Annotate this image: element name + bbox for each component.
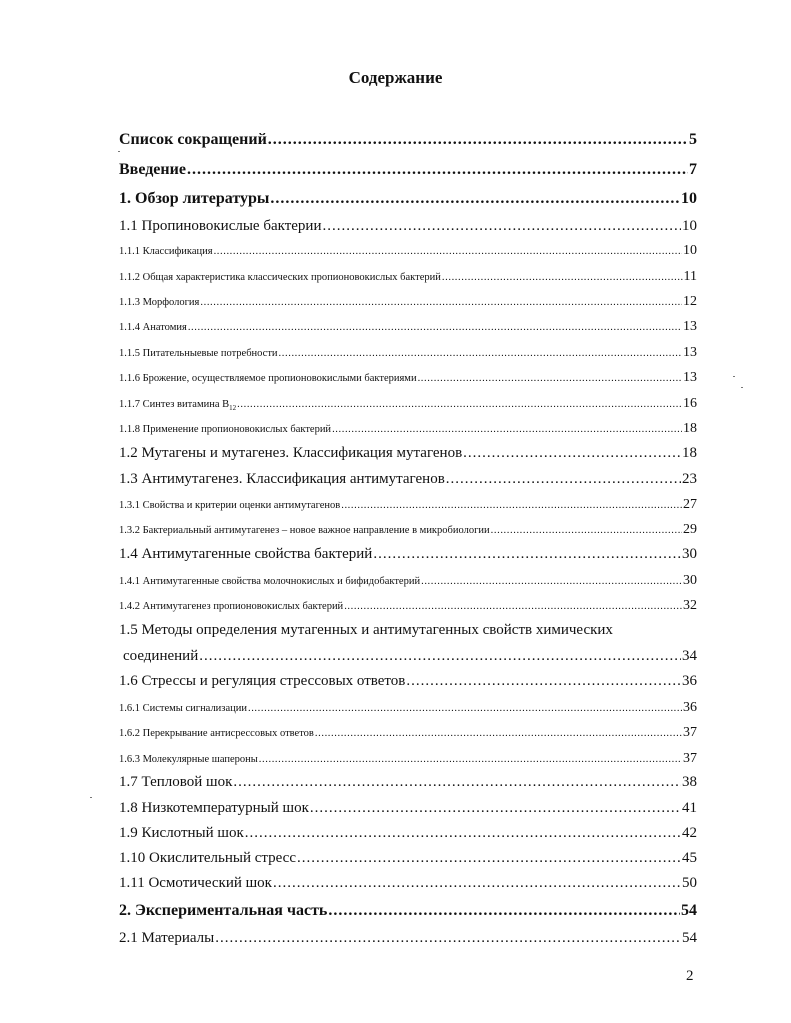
- toc-entry-page: 42: [682, 825, 697, 841]
- toc-entry-page: 50: [682, 875, 697, 891]
- dot-leader: [421, 576, 682, 587]
- scan-speck: [90, 797, 92, 798]
- toc-entry-experimental-part[interactable]: [119, 902, 697, 920]
- toc-entry-label: соединений: [123, 648, 199, 664]
- toc-entry-page: 11: [683, 269, 697, 284]
- dot-leader: [200, 297, 682, 308]
- toc-entry-label: 1.8 Низкотемпературный шок: [119, 800, 309, 816]
- toc-entry-label: 1.1.2 Общая характеристика классических пропионовокислых бактерий: [119, 272, 441, 283]
- toc-entry-label: 1.3.1 Свойства и критерии оценки антимутагенов: [119, 500, 341, 511]
- toc-entry-label: 1.6.1 Системы сигнализации: [119, 703, 247, 714]
- toc-entry-label: 1.1.1 Классификация: [119, 246, 213, 257]
- toc-entry-1-3-1[interactable]: [119, 497, 697, 513]
- dot-leader: [332, 424, 682, 435]
- toc-entry-1-1-4[interactable]: [119, 319, 697, 335]
- toc-entry-label: 1.1.3 Морфология: [119, 297, 200, 308]
- toc-entry-label: Список сокращений: [119, 131, 267, 148]
- toc-entry-label: 1. Обзор литературы: [119, 190, 270, 207]
- toc-entry-label: 1.1.4 Анатомия: [119, 322, 187, 333]
- toc-entry-page: 5: [689, 131, 697, 148]
- toc-entry-label: 1.5 Методы определения мутагенных и антимутагенных свойств химических: [119, 622, 613, 638]
- toc-entry-1-1-5[interactable]: [119, 345, 697, 361]
- toc-entry-label: 1.2 Мутагены и мутагенез. Классификация мутагенов: [119, 445, 463, 461]
- toc-entry-1-9[interactable]: [119, 825, 697, 842]
- toc-entry-1-1-7[interactable]: [119, 396, 697, 412]
- toc-entry-label: 1.3.2 Бактериальный антимутагенез – новое важное направление в микробиологии: [119, 525, 490, 536]
- toc-entry-page: 12: [683, 294, 697, 309]
- toc-entry-page: 54: [682, 930, 697, 946]
- toc-entry-1-1-8[interactable]: [119, 421, 697, 437]
- toc-entry-label: 1.1.8 Применение пропионовокислых бактерий: [119, 424, 332, 435]
- dot-leader: [341, 500, 682, 511]
- toc-entry-label: 2.1 Материалы: [119, 930, 215, 946]
- toc-entry-1-4-1[interactable]: [119, 573, 697, 589]
- dot-leader: [463, 445, 681, 462]
- dot-leader: [248, 703, 682, 714]
- toc-entry-page: 27: [683, 497, 697, 512]
- dot-leader: [215, 930, 681, 947]
- toc-entry-page: 10: [683, 243, 697, 258]
- dot-leader: [491, 525, 682, 536]
- toc-entry-page: 38: [682, 774, 697, 790]
- toc-entry-page: 13: [683, 319, 697, 334]
- dot-leader: [268, 131, 688, 149]
- toc-entry-label: 1.3 Антимутагенез. Классификация антимутагенов: [119, 471, 445, 487]
- toc-entry-page: 45: [682, 850, 697, 866]
- toc-entry-page: 16: [683, 396, 697, 411]
- dot-leader: [279, 348, 682, 359]
- toc-entry-page: 41: [682, 800, 697, 816]
- toc-entry-page: 18: [683, 421, 697, 436]
- toc-entry-label: 1.4 Антимутагенные свойства бактерий: [119, 546, 373, 562]
- dot-leader: [233, 774, 681, 791]
- toc-entry-1-3-2[interactable]: [119, 522, 697, 538]
- dot-leader: [315, 728, 682, 739]
- dot-leader: [214, 246, 682, 257]
- toc-entry-1-11[interactable]: [119, 875, 697, 892]
- toc-entry-page: 54: [681, 902, 697, 919]
- toc-entry-page: 10: [682, 218, 697, 234]
- toc-entry-page: 30: [682, 546, 697, 562]
- toc-entry-page: 13: [683, 345, 697, 360]
- toc-entry-1-5-line-1[interactable]: [119, 622, 697, 639]
- toc-entry-page: 32: [683, 598, 697, 613]
- dot-leader: [373, 546, 681, 563]
- toc-entry-1-1[interactable]: [119, 218, 697, 235]
- toc-entry-page: 29: [683, 522, 697, 537]
- dot-leader: [297, 850, 681, 867]
- dot-leader: [245, 825, 681, 842]
- toc-entry-label: 1.4.1 Антимутагенные свойства молочнокислых и бифидобактерий: [119, 576, 421, 587]
- toc-entry-1-10[interactable]: [119, 850, 697, 867]
- toc-entry-introduction[interactable]: [119, 161, 697, 179]
- dot-leader: [442, 272, 683, 283]
- toc-entry-page: 23: [682, 471, 697, 487]
- scan-speck: [741, 387, 743, 388]
- dot-leader: [199, 648, 681, 665]
- dot-leader: [344, 601, 682, 612]
- dot-leader: [446, 471, 681, 488]
- toc-entry-page: 13: [683, 370, 697, 385]
- toc-entry-1-6-3[interactable]: [119, 751, 697, 767]
- toc-entry-label: 1.6.2 Перекрывание антисрессовых ответов: [119, 728, 314, 739]
- dot-leader: [270, 190, 680, 208]
- toc-entry-1-4[interactable]: [119, 546, 697, 563]
- toc-entry-1-5-line-2[interactable]: [119, 648, 697, 665]
- dot-leader: [328, 902, 680, 920]
- toc-entry-label-text: 1.1.7 Синтез витамина В: [119, 399, 230, 410]
- dot-leader: [187, 161, 688, 179]
- toc-entry-label: 1.1 Пропиновокислые бактерии: [119, 218, 322, 234]
- vitamin-subscript: 12: [229, 404, 237, 413]
- toc-entry-page: 10: [681, 190, 697, 207]
- toc-entry-page: 34: [682, 648, 697, 664]
- toc-entry-label: 1.1.6 Брожение, осуществляемое пропионовокислыми бактериями: [119, 373, 417, 384]
- toc-entry-2-1[interactable]: [119, 930, 697, 947]
- toc-entry-page: 18: [682, 445, 697, 461]
- dot-leader: [237, 399, 682, 410]
- toc-entry-1-4-2[interactable]: [119, 598, 697, 614]
- toc-entry-1-1-3[interactable]: [119, 294, 697, 310]
- scan-speck: [118, 151, 120, 152]
- toc-entry-1-6-2[interactable]: [119, 725, 697, 741]
- dot-leader: [273, 875, 681, 892]
- toc-entry-page: 37: [683, 751, 697, 766]
- toc-entry-page: 30: [683, 573, 697, 588]
- dot-leader: [418, 373, 682, 384]
- toc-entry-1-6-1[interactable]: [119, 700, 697, 716]
- toc-entry-label: 1.10 Окислительный стресс: [119, 850, 296, 866]
- toc-entry-1-6[interactable]: [119, 673, 697, 690]
- toc-entry-1-8[interactable]: [119, 800, 697, 817]
- dot-leader: [188, 322, 682, 333]
- toc-entry-label: Введение: [119, 161, 186, 178]
- toc-entry-label: 1.6 Стрессы и регуляция стрессовых ответов: [119, 673, 406, 689]
- dot-leader: [259, 754, 682, 765]
- toc-entry-literature-review[interactable]: [119, 190, 697, 208]
- toc-entry-label: 1.7 Тепловой шок: [119, 774, 233, 790]
- toc-entry-1-1-1[interactable]: [119, 243, 697, 259]
- toc-entry-label: 1.1.5 Питательныевые потребности: [119, 348, 278, 359]
- toc-entry-page: 36: [682, 673, 697, 689]
- toc-entry-1-2[interactable]: [119, 445, 697, 462]
- toc-entry-label: 1.9 Кислотный шок: [119, 825, 244, 841]
- dot-leader: [406, 673, 681, 690]
- toc-entry-label: 1.4.2 Антимутагенез пропионовокислых бактерий: [119, 601, 344, 612]
- toc-entry-page: 7: [689, 161, 697, 178]
- toc-entry-label: [119, 399, 236, 412]
- page-number: 2: [686, 968, 694, 984]
- toc-entry-1-1-6[interactable]: [119, 370, 697, 386]
- scan-speck: [733, 376, 735, 377]
- toc-entry-1-7[interactable]: [119, 774, 697, 791]
- page-title: Содержание: [348, 68, 443, 87]
- toc-entry-abbreviations[interactable]: [119, 131, 697, 149]
- toc-entry-1-3[interactable]: [119, 471, 697, 488]
- toc-entry-page: 36: [683, 700, 697, 715]
- toc-entry-1-1-2[interactable]: [119, 269, 697, 285]
- toc-entry-page: 37: [683, 725, 697, 740]
- toc-entry-label: 2. Экспериментальная часть: [119, 902, 328, 919]
- dot-leader: [310, 800, 681, 817]
- toc-entry-label: 1.11 Осмотический шок: [119, 875, 272, 891]
- toc-entry-label: 1.6.3 Молекулярные шапероны: [119, 754, 258, 765]
- dot-leader: [323, 218, 682, 235]
